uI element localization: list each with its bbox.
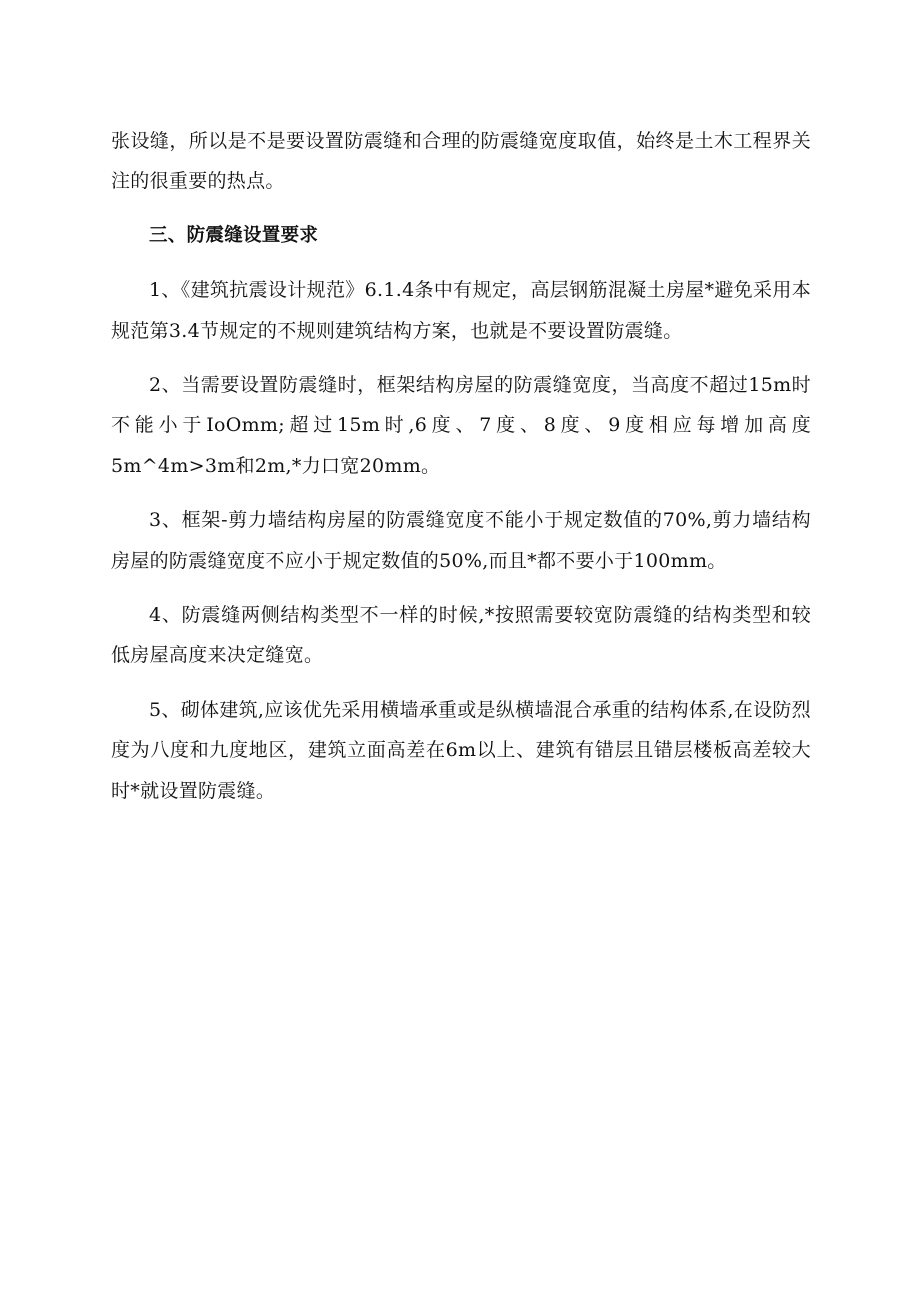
document-body — [111, 121, 811, 825]
requirement-item-4: 4、防震缝两侧结构类型不一样的时候,*按照需要较宽防震缝的结构类型和较低房屋高度来决定缝宽。 — [111, 604, 811, 667]
requirement-item-3: 3、框架-剪力墙结构房屋的防震缝宽度不能小于规定数值的70%,剪力墙结构房屋的防震缝宽度不应小于规定数值的50%,而且*都不要小于100mm。 — [111, 509, 811, 572]
requirement-item-1: 1、《建筑抗震设计规范》6.1.4条中有规定，高层钢筋混凝土房屋*避免采用本规范第3.4节规定的不规则建筑结构方案，也就是不要设置防震缝。 — [111, 279, 811, 342]
section-heading: 三、防震缝设置要求 — [149, 224, 319, 246]
intro-paragraph: 张设缝，所以是不是要设置防震缝和合理的防震缝宽度取值，始终是土木工程界关注的很重要的热点。 — [111, 130, 811, 193]
requirement-item-2: 2、当需要设置防震缝时，框架结构房屋的防震缝宽度，当高度不超过15m时不能小于IoOmm;超过15m时,6度、7度、8度、9度相应每增加高度5m^4m>3m和2m,*力口宽20mm。 — [111, 374, 811, 477]
requirement-item-5: 5、砌体建筑,应该优先采用横墙承重或是纵横墙混合承重的结构体系,在设防烈度为八度和九度地区，建筑立面高差在6m以上、建筑有错层且错层楼板高差较大时*就设置防震缝。 — [111, 698, 811, 802]
